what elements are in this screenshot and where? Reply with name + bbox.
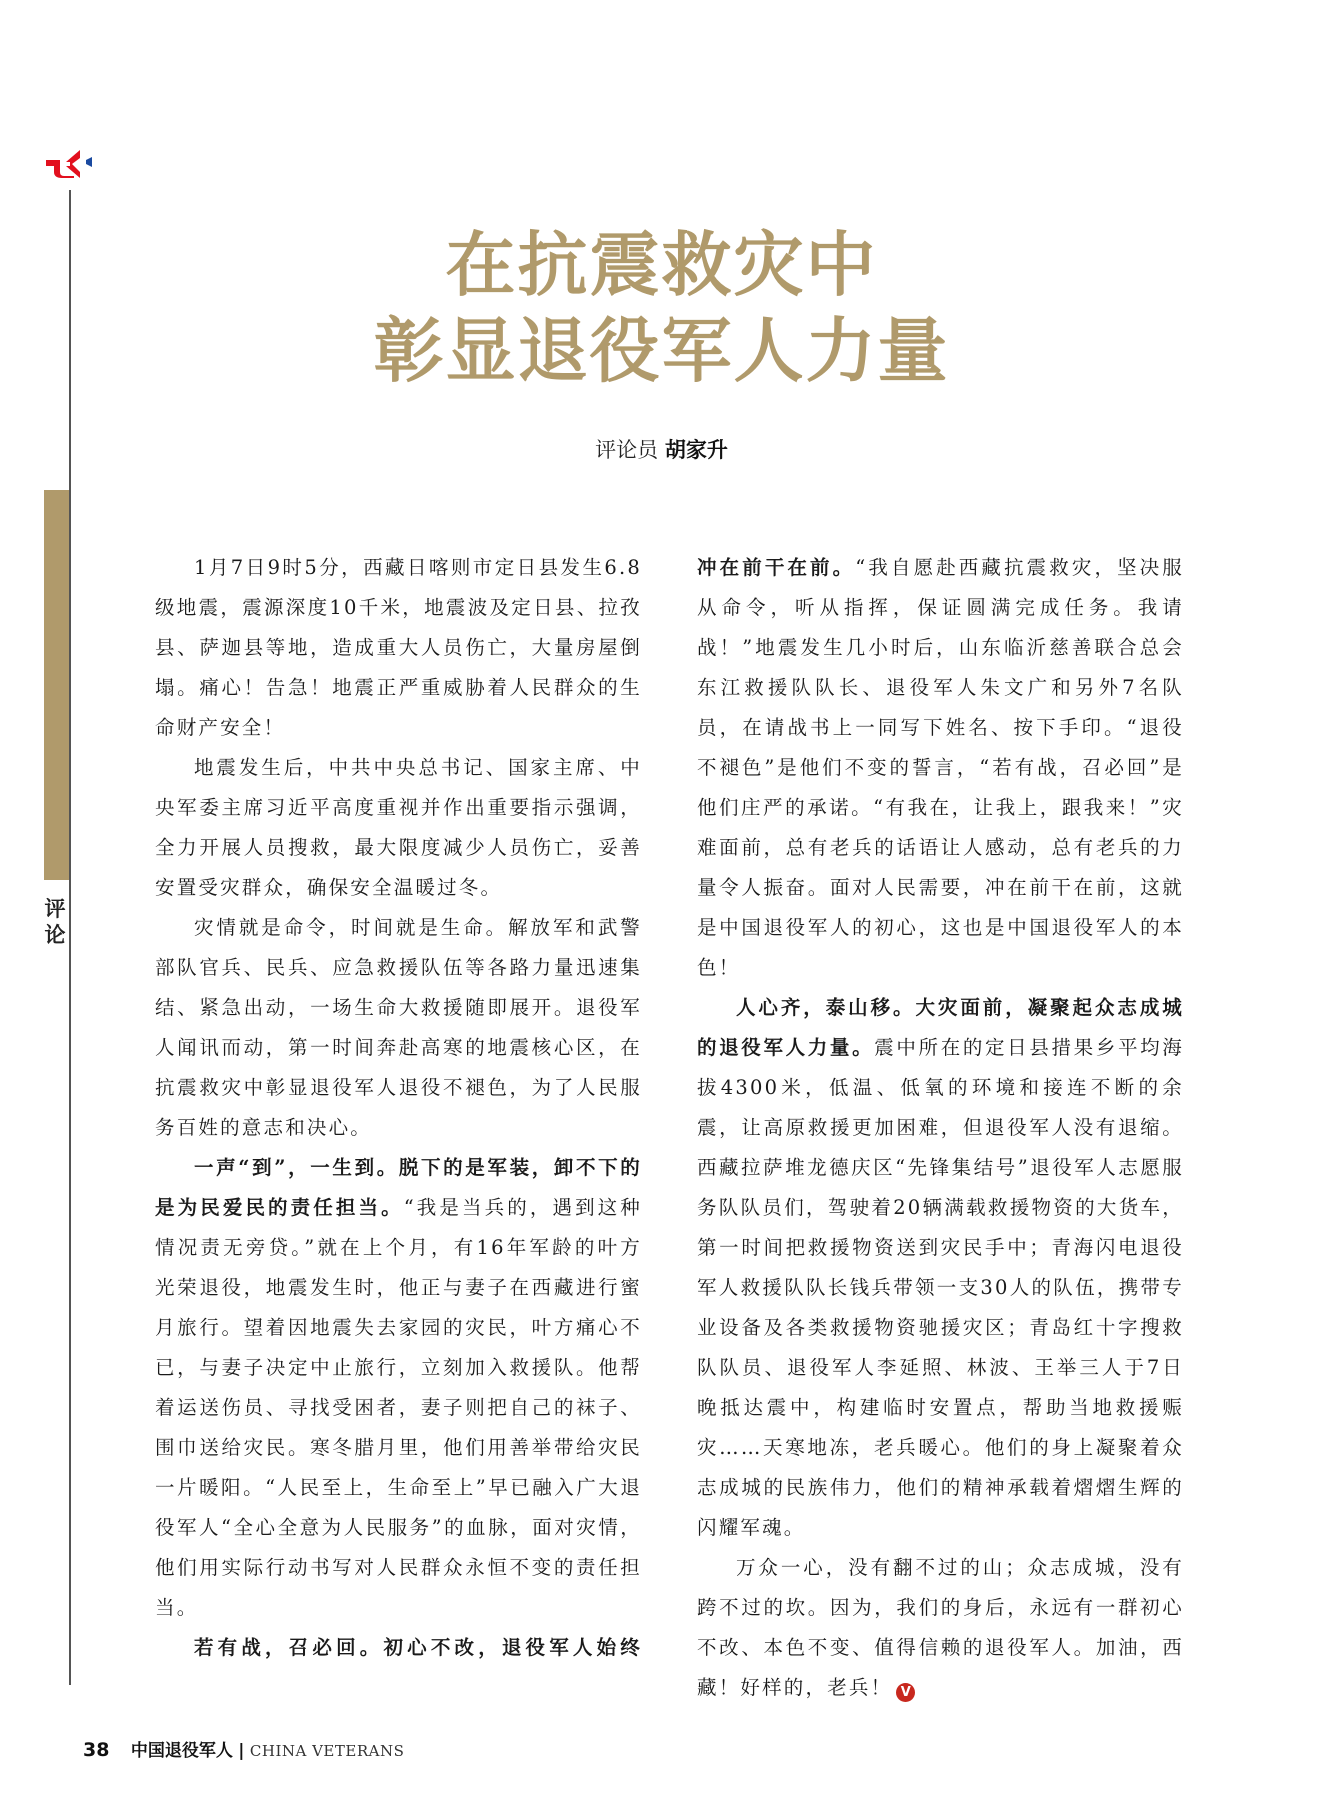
magazine-name-cn: 中国退役军人 [130,1741,233,1761]
paragraph: 万众一心，没有翻不过的山；众志成城，没有跨不过的坎。因为，我们的身后，永远有一群初心不改、本色不变、值得信赖的退役军人。加油，西藏！好样的，老兵！ V [697,1556,1184,1700]
paragraph: 地震发生后，中共中央总书记、国家主席、中央军委主席习近平高度重视并作出重要指示强调，全力开展人员搜救，最大限度减少人员伤亡，妥善安置受灾群众，确保安全温暖过冬。 [155,756,642,899]
paragraph: 1月7日9时5分，西藏日喀则市定日县发生6.8级地震，震源深度10千米，地震波及定日县、拉孜县、萨迦县等地，造成重大人员伤亡，大量房屋倒塌。痛心！告急！地震正严重威胁着人民群众的生命财产安全！ [155,556,642,739]
paragraph: 人心齐，泰山移。大灾面前，凝聚起众志成城的退役军人力量。震中所在的定日县措果乡平均海拔4300米，低温、低氧的环境和接连不断的余震，让高原救援更加困难，但退役军人没有退缩。西藏拉萨堆龙德庆区“先锋集结号”退役军人志愿服务队队员们，驾驶着20辆满载救援物资的大货车，第一时间把救援物资送到灾民手中；青海闪电退役军人救援队队长钱兵带领一支30人的队伍，携带专业设备及各类救援物资驰援灾区；青岛红十字搜救队队员、退役军人李延照、林波、王举三人于7日晚抵达震中，构建临时安置点，帮助当地救援赈灾……天寒地冻，老兵暖心。他们的身上凝聚着众志成城的民族伟力，他们的精神承载着熠熠生辉的闪耀军魂。 [697,996,1184,1539]
byline [0,434,1323,464]
footer-separator: | [238,1741,245,1761]
paragraph [155,1628,642,1668]
section-label: 评 论 [44,897,66,947]
byline-author: 胡家升 [664,438,728,462]
page-footer [83,1736,404,1761]
byline-role: 评论员 [595,438,659,462]
paragraph: 一声“到”，一生到。脱下的是军装，卸不下的是为民爱民的责任担当。“我是当兵的，遇到这种情况责无旁贷。”就在上个月，有16年军龄的叶方光荣退役，地震发生时，他正与妻子在西藏进行蜜月旅行。望着因地震失去家园的灾民，叶方痛心不已，与妻子决定中止旅行，立刻加入救援队。他帮着运送伤员、寻找受困者，妻子则把自己的袜子、围巾送给灾民。寒冬腊月里，他们用善举带给灾民一片暖阳。“人民至上，生命至上”早已融入广大退役军人“全心全意为人民服务”的血脉，面对灾情，他们用实际行动书写对人民群众永恒不变的责任担当。 [155,1156,642,1619]
end-mark-icon: V [896,1683,915,1702]
article-title [0,222,1323,394]
magazine-name-en: CHINA VETERANS [249,1742,405,1760]
body-column-left [155,548,642,1668]
lead-in: 冲在前干在前。 [697,556,856,579]
page-number: 38 [83,1739,110,1761]
section-color-bar [44,490,69,880]
paragraph: 灾情就是命令，时间就是生命。解放军和武警部队官兵、民兵、应急救援队伍等各路力量迅速集结、紧急出动，一场生命大救援随即展开。退役军人闻讯而动，第一时间奔赴高寒的地震核心区，在抗震救灾中彰显退役军人退役不褪色，为了人民服务百姓的意志和决心。 [155,916,642,1139]
lead-in: 人心齐，泰山移。大灾面前，凝聚起众志成城的退役军人力量。 [697,996,1184,1059]
margin-rule [69,190,71,1685]
paragraph: 冲在前干在前。“我自愿赴西藏抗震救灾，坚决服从命令，听从指挥，保证圆满完成任务。我请战！”地震发生几小时后，山东临沂慈善联合总会东江救援队队长、退役军人朱文广和另外7名队员，在请战书上一同写下姓名、按下手印。“退役不褪色”是他们不变的誓言，“若有战，召必回”是他们庄严的承诺。“有我在，让我上，跟我来！”灾难面前，总有老兵的话语让人感动，总有老兵的力量令人振奋。面对人民需要，冲在前干在前，这就是中国退役军人的初心，这也是中国退役军人的本色！ [697,556,1184,979]
title-line-1: 在抗震救灾中 [445,224,878,306]
lead-in: 一声“到”，一生到。脱下的是军装，卸不下的是为民爱民的责任担当。 [155,1156,642,1219]
body-column-right [697,548,1184,1708]
magazine-logo-icon [44,148,94,180]
lead-in: 若有战，召必回。初心不改，退役军人始终 [194,1636,642,1659]
title-line-2: 彰显退役军人力量 [373,310,950,392]
